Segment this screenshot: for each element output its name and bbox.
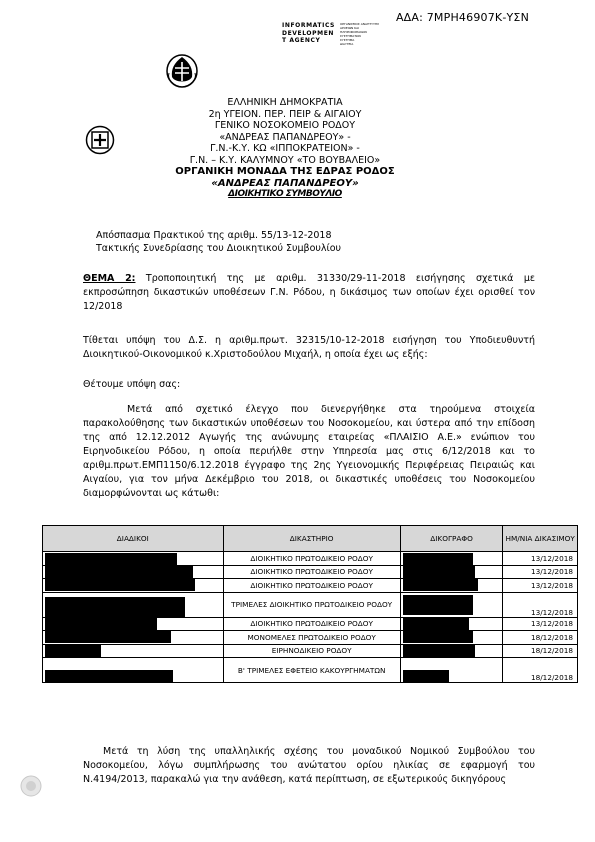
redaction-bar xyxy=(403,631,473,643)
redaction-bar xyxy=(45,566,193,578)
redaction-bar xyxy=(45,645,101,657)
date-cell: 18/12/2018 xyxy=(503,658,578,683)
agency-gr-line: ΔΙΑΥΓΕΙΑ xyxy=(340,42,354,46)
header-line: ΕΛΛΗΝΙΚΗ ΔΗΜΟΚΡΑΤΙΑ xyxy=(227,97,343,108)
date-cell: 13/12/2018 xyxy=(503,565,578,579)
agency-gr-line: ΣΥΣΤΗΜΑ xyxy=(340,38,355,42)
theme-text: Τροποποιητική της με αριθμ. 31330/29-11-2018 εισήγησης σχετικά με εκπροσώπηση δικαστικών υποθέσεων Γ.Ν. Ρόδου, η δικάσιμος των οποίων έχει ορισθεί τον 12/2018 xyxy=(83,273,536,312)
court-cell: ΔΙΟΙΚΗΤΙΚΟ ΠΡΩΤΟΔΙΚΕΙΟ ΡΟΔΟΥ xyxy=(223,565,400,579)
theme-paragraph xyxy=(83,272,535,314)
table-row xyxy=(43,565,578,579)
date-cell: 13/12/2018 xyxy=(503,579,578,593)
paragraph: Μετά από σχετικό έλεγχο που διενεργήθηκε στα τηρούμενα στοιχεία παρακολούθησης των δικαστικών υποθέσεων του Νοσοκομείου, και ύστερα από την επίδοση της από 12.12.2012 Αγωγής της ανώνυμης εταιρείας «ΠΛΑΙΣΙΟ Α.Ε.» ενώπιον του Ειρηνοδικείου Ρόδου, η οποία περιήλθε στην Υπηρεσία μας στις 6/12/2018 και το αριθμ.πρωτ.ΕΜΠ1150/6.12.2018 έγγραφο της 2ης Υγειονομικής Περιφέρειας Πειραιώς και Αιγαίου, για τον μήνα Δεκέμβριο του 2018, οι δικαστικές υποθέσεις του Νοσοκομείου διαμορφώνονται ως κάτωθι: xyxy=(83,404,535,499)
redaction-bar xyxy=(403,595,473,615)
date-cell: 18/12/2018 xyxy=(503,631,578,645)
redaction-bar xyxy=(45,597,185,617)
agency-gr-line: ΠΛΗΡΟΦΟΡΙΑΚΩΝ xyxy=(340,30,367,34)
paragraph: Τίθεται υπόψη του Δ.Σ. η αριθμ.πρωτ. 32315/10-12-2018 εισήγηση του Υποδιευθυντή Διοικητικού-Οικονομικού κ.Χριστοδούλου Μιχαήλ, η οποία έχει ως εξής: xyxy=(83,335,535,360)
table-header: ΗΜ/ΝΙΑ ΔΙΚΑΣΙΜΟΥ xyxy=(503,526,578,552)
table-row xyxy=(43,644,578,658)
header-line: «ΑΝΔΡΕΑΣ ΠΑΠΑΝΔΡΕΟΥ» - xyxy=(219,131,351,143)
table-row xyxy=(43,592,578,617)
redaction-bar xyxy=(403,645,475,657)
court-cell: ΔΙΟΙΚΗΤΙΚΟ ΠΡΩΤΟΔΙΚΕΙΟ ΡΟΔΟΥ xyxy=(223,617,400,631)
court-cell: ΕΙΡΗΝΟΔΙΚΕΙΟ ΡΟΔΟΥ xyxy=(223,644,400,658)
greek-crest-icon xyxy=(165,53,199,89)
agency-logo-text xyxy=(282,22,335,45)
date-cell: 13/12/2018 xyxy=(503,592,578,617)
header-line: 2η ΥΓΕΙΟΝ. ΠΕΡ. ΠΕΙΡ & ΑΙΓΑΙΟΥ xyxy=(208,108,362,120)
agency-logo-greek xyxy=(340,22,380,46)
theme-label: ΘΕΜΑ 2: xyxy=(83,273,136,284)
redaction-bar xyxy=(45,670,173,682)
redaction-bar xyxy=(403,566,475,578)
excerpt-line: Τακτικής Συνεδρίασης του Διοικητικού Συμβουλίου xyxy=(96,243,342,254)
court-cell: Β' ΤΡΙΜΕΛΕΣ ΕΦΕΤΕΙΟ ΚΑΚΟΥΡΓΗΜΑΤΩΝ xyxy=(223,658,400,683)
court-cell: ΤΡΙΜΕΛΕΣ ΔΙΟΙΚΗΤΙΚΟ ΠΡΩΤΟΔΙΚΕΙΟ ΡΟΔΟΥ xyxy=(223,592,400,617)
cases-table xyxy=(42,525,578,683)
table-header: ΔΙΚΑΣΤΗΡΙΟ xyxy=(223,526,400,552)
agency-gr-line: ΣΥΣΤΗΜΑΤΩΝ xyxy=(340,34,361,38)
court-cell: ΜΟΝΟΜΕΛΕΣ ΠΡΩΤΟΔΙΚΕΙΟ ΡΟΔΟΥ xyxy=(223,631,400,645)
date-cell: 13/12/2018 xyxy=(503,617,578,631)
redaction-bar xyxy=(45,579,195,591)
court-cell: ΔΙΟΙΚΗΤΙΚΟ ΠΡΩΤΟΔΙΚΕΙΟ ΡΟΔΟΥ xyxy=(223,552,400,566)
table-row xyxy=(43,579,578,593)
header-line: ΟΡΓΑΝΙΚΗ ΜΟΝΑΔΑ ΤΗΣ ΕΔΡΑΣ ΡΟΔΟΣ xyxy=(175,166,395,177)
table-header: ΔΙΑΔΙΚΟΙ xyxy=(43,526,224,552)
excerpt-block xyxy=(96,229,341,255)
court-cell: ΔΙΟΙΚΗΤΙΚΟ ΠΡΩΤΟΔΙΚΕΙΟ ΡΟΔΟΥ xyxy=(223,579,400,593)
header-line: «ΑΝΔΡΕΑΣ ΠΑΠΑΝΔΡΕΟΥ» xyxy=(211,177,359,189)
agency-line: T AGENCY xyxy=(282,37,321,44)
table-row xyxy=(43,631,578,645)
table-row xyxy=(43,617,578,631)
redaction-bar xyxy=(403,579,478,591)
redaction-bar xyxy=(403,553,473,565)
agency-line: DEVELOPMEN xyxy=(282,29,335,37)
paragraph: Θέτουμε υπόψη σας: xyxy=(83,379,181,390)
table-row xyxy=(43,552,578,566)
redaction-bar xyxy=(45,553,177,565)
paragraph: Μετά τη λύση της υπαλληλικής σχέσης του μοναδικού Νομικού Συμβούλου του Νοσοκομείου, λόγω συμπλήρωσης του ανώτατου ορίου ηλικίας σε εφαρμογή του Ν.4194/2013, παρακαλώ για την ανάθεση, κατά περίπτωση, σε εξωτερικούς δικηγόρους xyxy=(83,746,535,785)
agency-gr-line: ΟΡΓΑΝΙΣΜΟΣ ΑΝΑΠΤΥΞΗΣ xyxy=(340,22,380,26)
table-row xyxy=(43,658,578,683)
agency-gr-line: ΑΡΧΕΙΩΝ ΚΑΙ xyxy=(340,26,360,30)
header-line: ΔΙΟΙΚΗΤΙΚΟ ΣΥΜΒΟΥΛΙΟ xyxy=(228,189,342,199)
redaction-bar xyxy=(45,618,157,630)
redaction-bar xyxy=(403,618,469,630)
ada-code: ΑΔΑ: 7ΜΡΗ46907Κ-ΥΣΝ xyxy=(395,11,529,24)
redaction-bar xyxy=(403,670,449,682)
redaction-bar xyxy=(45,631,171,643)
header-line: Γ.Ν.-Κ.Υ. ΚΩ «ΙΠΠΟΚΡΑΤΕΙΟΝ» - xyxy=(210,143,360,154)
excerpt-line: Απόσπασμα Πρακτικού της αριθμ. 55/13-12-2018 xyxy=(96,230,332,241)
header-line: ΓΕΝΙΚΟ ΝΟΣΟΚΟΜΕΙΟ ΡΟΔΟΥ xyxy=(214,120,356,131)
date-cell: 13/12/2018 xyxy=(503,552,578,566)
stamp-icon xyxy=(20,775,42,797)
table-header: ΔΙΚΟΓΡΑΦΟ xyxy=(400,526,503,552)
header-line: Γ.Ν. – Κ.Υ. ΚΑΛΥΜΝΟΥ «ΤΟ ΒΟΥΒΑΛΕΙΟ» xyxy=(189,154,381,166)
document-header xyxy=(100,97,470,201)
agency-line: INFORMATICS xyxy=(282,22,335,29)
date-cell: 18/12/2018 xyxy=(503,644,578,658)
